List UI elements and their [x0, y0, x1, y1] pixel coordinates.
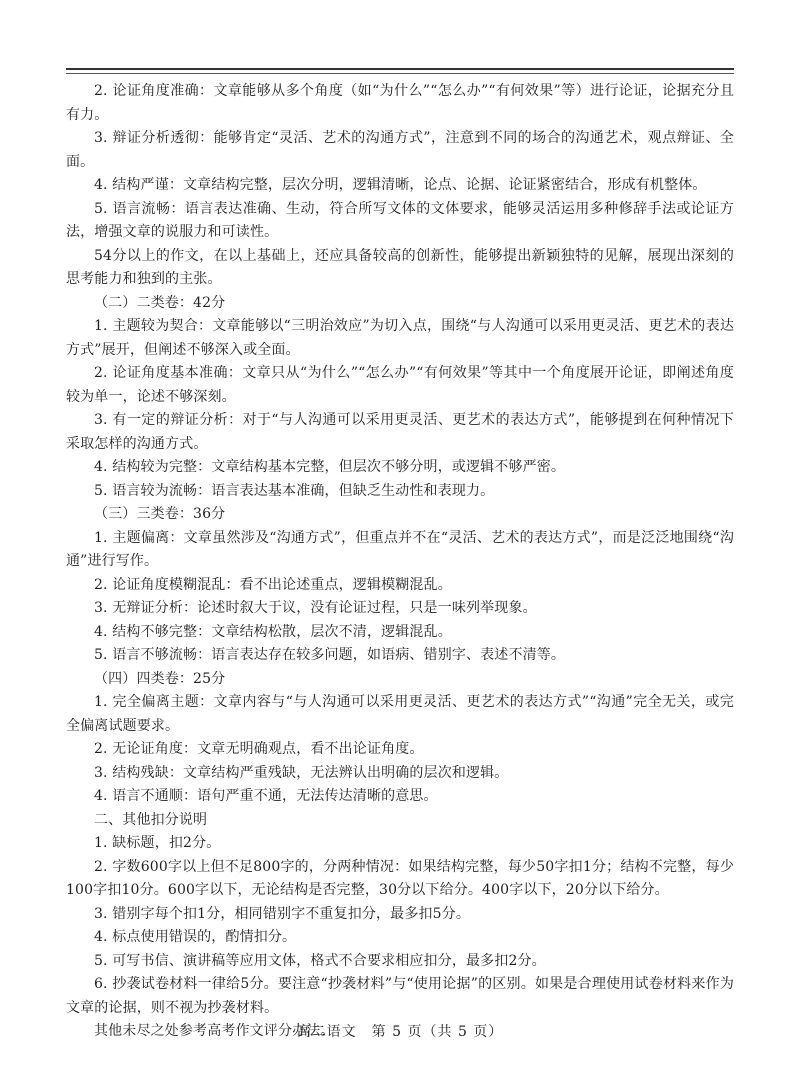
paragraph: 5. 语言不够流畅：语言表达存在较多问题，如语病、错别字、表述不清等。 — [94, 647, 566, 663]
paragraph: 4. 语言不通顺：语句严重不通，无法传达清晰的意思。 — [94, 788, 438, 804]
section-heading: （二）二类卷：42分 — [94, 294, 226, 311]
paragraph: 1. 缺标题，扣2分。 — [94, 835, 221, 851]
paragraph: 3. 无辩证分析：论述时叙大于议，没有论证过程，只是一味列举现象。 — [94, 600, 537, 616]
paragraph: 2. 论证角度基本准确：文章只从“为什么”“怎么办”“有何效果”等其中一个角度展开论证，即阐述角度较为单一，论述不够深刻。 — [66, 365, 734, 405]
section-heading: 二、其他扣分说明 — [94, 811, 208, 828]
paragraph: 5. 语言较为流畅：语言表达基本准确，但缺乏生动性和表现力。 — [94, 482, 495, 499]
paragraph: 5. 语言流畅：语言表达准确、生动，符合所写文体的文体要求，能够灵活运用多种修辞手法或论证方法，增强文章的说服力和可读性。 — [66, 200, 734, 240]
document-body — [66, 80, 734, 1044]
page-footer: 高二语文 第 5 页（共 5 页） — [296, 1024, 504, 1040]
paragraph: 1. 主题较为契合：文章能够以“三明治效应”为切入点，围绕“与人沟通可以采用更灵活、更艺术的表达方式”展开，但阐述不够深入或全面。 — [66, 318, 734, 358]
paragraph: 2. 无论证角度：文章无明确观点，看不出论证角度。 — [94, 741, 424, 757]
header-rule-thin — [66, 73, 734, 74]
paragraph: 其他未尽之处参考高考作文评分办法。 — [94, 1023, 335, 1039]
paragraph: 4. 结构较为完整：文章结构基本完整，但层次不够分明，或逻辑不够严密。 — [94, 459, 566, 475]
paragraph: 1. 完全偏离主题：文章内容与“与人沟通可以采用更灵活、更艺术的表达方式”“沟通”完全无关，或完全偏离试题要求。 — [66, 694, 734, 734]
paragraph: 4. 标点使用错误的，酌情扣分。 — [94, 929, 297, 945]
paragraph: 6. 抄袭试卷材料一律给5分。要注意“抄袭材料”与“使用论据”的区别。如果是合理使用试卷材料来作为文章的论据，则不视为抄袭材料。 — [66, 976, 734, 1016]
section-heading: （三）三类卷：36分 — [94, 506, 226, 522]
paragraph: 3. 结构残缺：文章结构严重残缺，无法辨认出明确的层次和逻辑。 — [94, 764, 509, 781]
paragraph: 54分以上的作文，在以上基础上，还应具备较高的创新性，能够提出新颖独特的见解，展现出深刻的思考能力和独到的主张。 — [66, 247, 734, 287]
paragraph: 3. 辩证分析透彻：能够肯定“灵活、艺术的沟通方式”，注意到不同的场合的沟通艺术，观点辩证、全面。 — [66, 130, 734, 170]
paragraph: 2. 论证角度模糊混乱：看不出论述重点，逻辑模糊混乱。 — [94, 576, 452, 593]
paragraph: 4. 结构不够完整：文章结构松散，层次不清，逻辑混乱。 — [94, 623, 452, 640]
paragraph: 5. 可写书信、演讲稿等应用文体，格式不合要求相应扣分，最多扣2分。 — [94, 952, 546, 969]
paragraph: 2. 字数600字以上但不足800字的，分两种情况：如果结构完整，每少50字扣1分；结构不完整，每少100字扣10分。600字以下，无论结构是否完整，30分以下给分。400字以下，20分以下给分。 — [66, 858, 734, 898]
paragraph: 3. 错别字每个扣1分，相同错别字不重复扣分，最多扣5分。 — [94, 905, 470, 922]
paragraph: 1. 主题偏离：文章虽然涉及“沟通方式”，但重点并不在“灵活、艺术的表达方式”，而是泛泛地围绕“沟通”进行写作。 — [66, 529, 734, 569]
paragraph: 3. 有一定的辩证分析：对于“与人沟通可以采用更灵活、更艺术的表达方式”，能够提到在何种情况下采取怎样的沟通方式。 — [66, 412, 734, 452]
header-rule — [66, 68, 734, 70]
paragraph: 2. 论证角度准确：文章能够从多个角度（如“为什么”“怎么办”“有何效果”等）进行论证，论据充分且有力。 — [66, 83, 734, 123]
paragraph: 4. 结构严谨：文章结构完整，层次分明，逻辑清晰，论点、论据、论证紧密结合，形成有机整体。 — [94, 177, 707, 193]
section-heading: （四）四类卷：25分 — [94, 670, 226, 687]
